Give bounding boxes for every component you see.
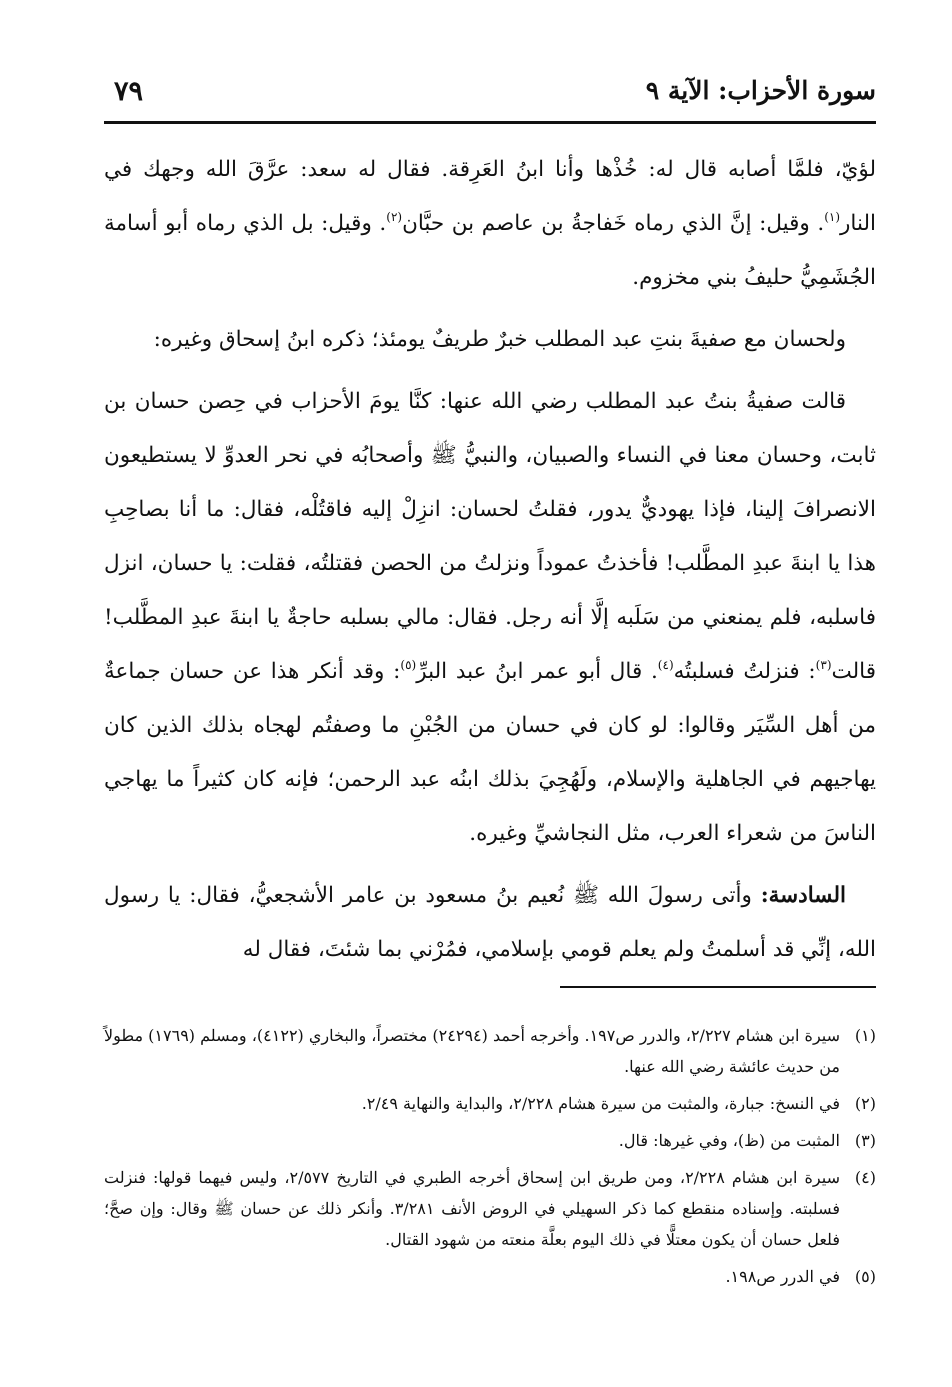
footnote-ref-5: (٥) xyxy=(400,658,417,672)
footnote-number: (٤) xyxy=(854,1168,876,1187)
footnotes xyxy=(104,1020,876,1298)
paragraph-3-part-b: : فنزلتُ فسلبتُه xyxy=(673,659,816,684)
main-text xyxy=(104,143,876,977)
footnote xyxy=(104,1125,876,1156)
footnote-ref-2: (٢) xyxy=(386,210,403,224)
footnote-separator xyxy=(560,986,876,988)
footnote-ref-4: (٤) xyxy=(657,658,674,672)
paragraph-3-part-c: . قال أبو عمر ابنُ عبد البرِّ xyxy=(416,659,658,684)
footnote-number: (٥) xyxy=(854,1267,876,1286)
footnote xyxy=(104,1162,876,1255)
footnote-ref-1: (١) xyxy=(824,210,841,224)
paragraph-4-text: وأتى رسولَ الله ﷺ نُعيم بنُ مسعود بن عامر الأشجعيُّ، فقال: يا رسول الله، إنِّي قد أسلمتُ ولم يعلم قومي بإسلامي، فمُرْني بما شئتَ، فقال له xyxy=(104,883,876,962)
paragraph-3-part-d: : وقد أنكر هذا عن حسان جماعةٌ من أهل السِّيَر وقالوا: لو كان في حسان من الجُبْنِ ما وصفتُم لهجاه بذلك الذين كان يهاجيهم في الجاهلية والإسلام، ولَهُجِيَ بذلك ابنُه عبد الرحمن؛ فإنه كان كثيراً ما يهاجي الناسَ من شعراء العرب، مثل النجاشيِّ وغيره. xyxy=(104,659,876,846)
paragraph-1 xyxy=(104,143,876,305)
footnote-text: المثبت من (ظ)، وفي غيرها: قال. xyxy=(618,1131,840,1150)
footnote-text: سيرة ابن هشام ٢/٢٢٨، ومن طريق ابن إسحاق أخرجه الطبري في التاريخ ٢/٥٧٧، وليس فيهما قولها: فنزلت فسلبته. وإسناده منقطع كما ذكر السهيلي في الروض الأنف ٣/٢٨١. وأنكر ذلك عن حسان ﷺ وقال: وإن صحَّ؛ فلعل حسان أن يكون معتلًّا في ذلك اليوم بعلَّة منعته من شهود القتال. xyxy=(104,1168,840,1249)
footnote-ref-3: (٣) xyxy=(815,658,832,672)
footnote-text: في النسخ: جبارة، والمثبت من سيرة هشام ٢/٢٢٨، والبداية والنهاية ٢/٤٩. xyxy=(361,1094,840,1113)
paragraph-1-part-a: لؤيّ، فلمَّا أصابه قال له: خُذْها وأنا ابنُ العَرِقة. فقال له سعد: عرَّقَ الله وجهك في النار xyxy=(104,157,876,236)
running-title: سورة الأحزاب: الآية ٩ xyxy=(645,76,876,105)
footnote xyxy=(104,1020,876,1082)
footnote-number: (٢) xyxy=(854,1094,876,1113)
footnote xyxy=(104,1088,876,1119)
header-rule xyxy=(104,121,876,124)
paragraph-4 xyxy=(104,869,876,977)
paragraph-3 xyxy=(104,375,876,861)
section-lead-word: السادسة: xyxy=(760,883,846,908)
paragraph-1-part-c: . وقيل: بل الذي رماه أبو أسامة الجُشَمِيُّ حليفُ بني مخزوم. xyxy=(104,211,876,290)
paragraph-2: ولحسان مع صفيةَ بنتِ عبد المطلب خبرٌ طريفٌ يومئذ؛ ذكره ابنُ إسحاق وغيره: xyxy=(153,327,846,352)
paragraph-1-part-b: . وقيل: إنَّ الذي رماه خَفاجةُ بن عاصم بن حبَّان xyxy=(402,211,825,236)
footnote xyxy=(104,1261,876,1292)
paragraph-3-part-a: قالت صفيةُ بنتُ عبد المطلب رضي الله عنها: كنَّا يومَ الأحزاب في حِصن حسان بن ثابت، وحسان معنا في النساء والصبيان، والنبيُّ ﷺ وأصحابُه في نحر العدوِّ لا يستطيعون الانصرافَ إلينا، فإذا يهوديٌّ يدور، فقلتُ لحسان: انزِلْ إليه فاقتُلْه، فقال: ما أنا بصاحِبِ هذا يا ابنةَ عبدِ المطَّلب! فأخذتُ عموداً ونزلتُ من الحصن فقتلتُه، فقلت: يا حسان، انزل فاسلبه، فلم يمنعني من سَلَبه إلَّا أنه رجل. فقال: مالي بسلبه حاجةٌ يا ابنةَ عبدِ المطَّلب! قالت xyxy=(104,389,876,684)
footnote-text: سيرة ابن هشام ٢/٢٢٧، والدرر ص١٩٧. وأخرجه أحمد (٢٤٢٩٤) مختصراً، والبخاري (٤١٢٢)، ومسلم (١٧٦٩) مطولاً من حديث عائشة رضي الله عنها. xyxy=(104,1026,841,1076)
footnote-text: في الدرر ص١٩٨. xyxy=(725,1267,840,1286)
page-number: ٧٩ xyxy=(114,76,144,107)
footnote-number: (١) xyxy=(854,1026,876,1045)
footnote-number: (٣) xyxy=(854,1131,876,1150)
page-header xyxy=(104,66,876,124)
